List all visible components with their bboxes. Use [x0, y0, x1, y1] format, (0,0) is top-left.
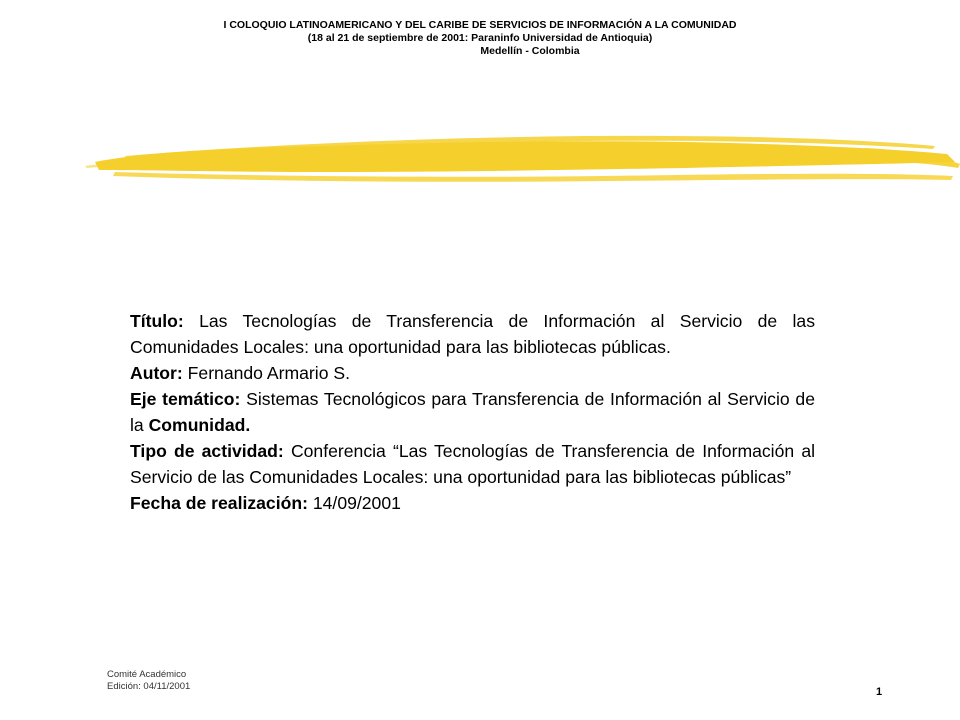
tipo-row — [130, 438, 815, 490]
footer-committee: Comité Académico — [107, 669, 187, 680]
titulo-row — [130, 308, 815, 360]
fecha-value: 14/09/2001 — [312, 493, 401, 513]
autor-value: Fernando Armario S. — [187, 363, 350, 383]
header-line-2: (18 al 21 de septiembre de 2001: Paraninfo Universidad de Antioquia) — [307, 32, 653, 44]
footer-edition: Edición: 04/11/2001 — [107, 681, 191, 692]
tipo-value: Conferencia “Las Tecnologías de Transferencia de Información al Servicio de las Comunidades Locales: una oportunidad para las bibliotecas públicas” — [130, 441, 816, 487]
eje-row — [130, 386, 815, 438]
page-number: 1 — [876, 686, 883, 698]
document-info — [130, 308, 815, 516]
header-line-3: Medellín - Colombia — [480, 45, 580, 57]
conference-header — [150, 19, 810, 58]
fecha-label: Fecha de realización: — [130, 493, 308, 513]
brush-main — [95, 141, 955, 172]
eje-label: Eje temático: — [130, 389, 241, 409]
titulo-label: Título: — [130, 311, 184, 331]
titulo-value: Las Tecnologías de Transferencia de Información al Servicio de las Comunidades Locales: una oportunidad para las bibliotecas públicas. — [130, 311, 816, 357]
yellow-brush-stroke — [85, 118, 960, 198]
eje-value: Sistemas Tecnológicos para Transferencia de Información al Servicio de la — [130, 389, 815, 435]
autor-row — [130, 360, 815, 386]
footer-info — [107, 669, 190, 693]
fecha-row — [130, 490, 815, 516]
tipo-label: Tipo de actividad: — [130, 441, 284, 461]
brush-lower-streak — [113, 172, 953, 182]
header-line-1: I COLOQUIO LATINOAMERICANO Y DEL CARIBE DE SERVICIOS DE INFORMACIÓN A LA COMUNIDAD — [223, 19, 737, 31]
eje-value-bold: Comunidad. — [148, 415, 251, 435]
autor-label: Autor: — [130, 363, 183, 383]
